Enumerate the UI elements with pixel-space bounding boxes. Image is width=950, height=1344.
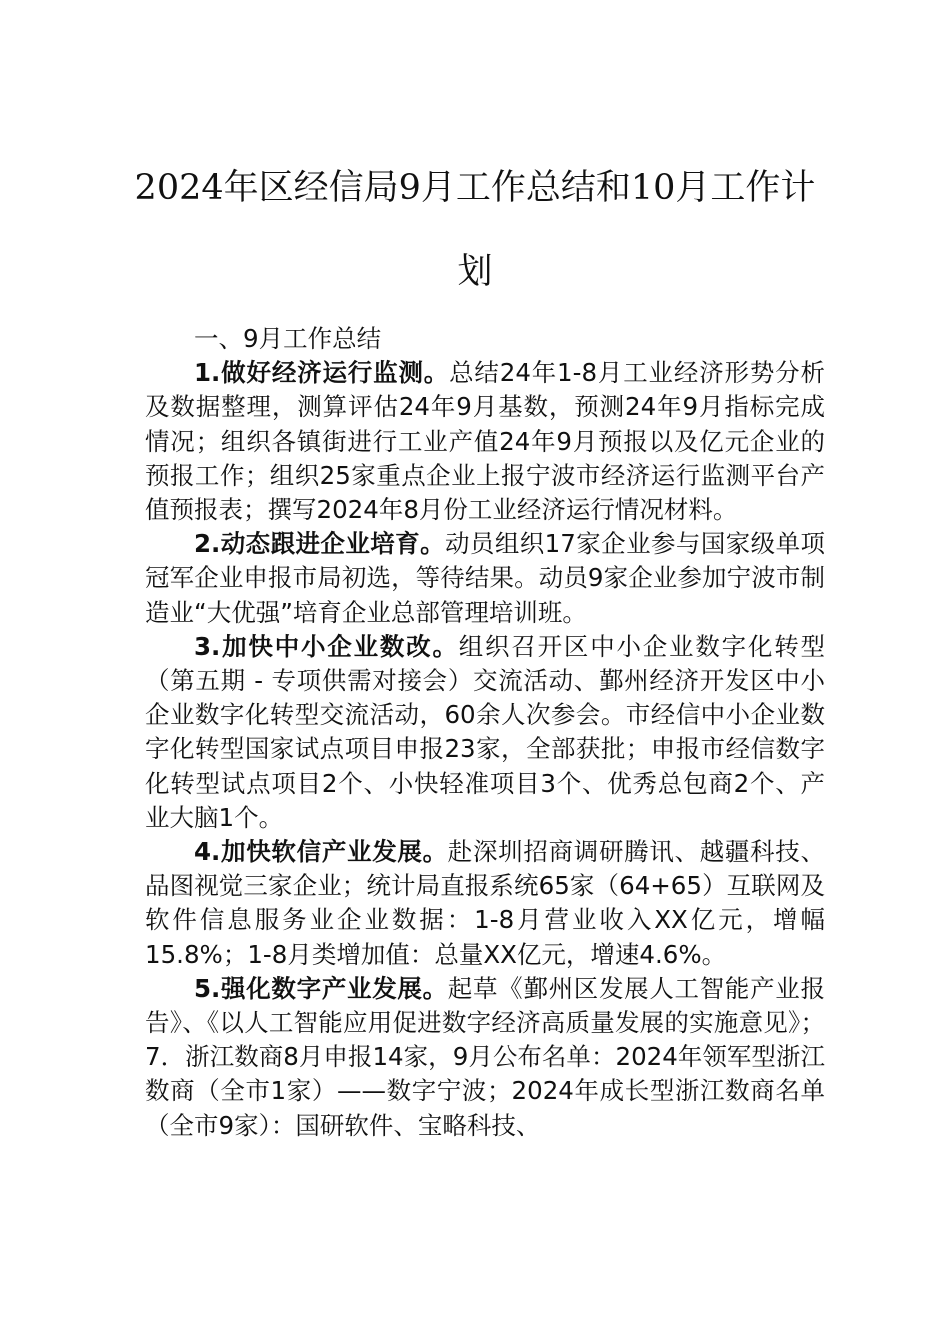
paragraph-text: 组织召开区中小企业数字化转型（第五期 - 专项供需对接会）交流活动、鄞州经济开发区中小企业数字化转型交流活动，60余人次参会。市经信中小企业数字化转型国家试点项目申报23家，全部获批；申报市经信数字化转型试点项目2个、小快轻准项目3个、优秀总包商2个、产业大脑1个。 bbox=[145, 631, 826, 832]
section-heading: 一、9月工作总结 bbox=[194, 324, 382, 353]
paragraph-lead: 4.加快软信产业发展。 bbox=[194, 837, 448, 867]
paragraph-text: 动员组织17家企业参与国家级单项冠军企业申报市局初选，等待结果。动员9家企业参加宁波市制造业“大优强”培育企业总部管理培训班。 bbox=[145, 529, 825, 627]
paragraph-2 bbox=[145, 527, 825, 630]
paragraph-5 bbox=[145, 972, 825, 1143]
paragraph-3 bbox=[145, 630, 825, 835]
paragraph-text: 赴深圳招商调研腾讯、越疆科技、品图视觉三家企业；统计局直报系统65家（64+65）互联网及软件信息服务业企业数据：1-8月营业收入XX亿元，增幅15.8%；1-8月类增加值：总量XX亿元，增速4.6%。 bbox=[145, 837, 826, 969]
paragraph-lead: 2.动态跟进企业培育。 bbox=[194, 529, 446, 559]
paragraph-text: 总结24年1-8月工业经济形势分析及数据整理，测算评估24年9月基数，预测24年9月指标完成情况；组织各镇街进行工业产值24年9月预报以及亿元企业的预报工作；组织25家重点企业上报宁波市经济运行监测平台产值预报表；撰写2024年8月份工业经济运行情况材料。 bbox=[145, 358, 825, 525]
paragraph-lead: 3.加快中小企业数改。 bbox=[194, 631, 459, 661]
paragraph-lead: 1.做好经济运行监测。 bbox=[194, 358, 450, 388]
paragraph-text: 起草《鄞州区发展人工智能产业报告》、《以人工智能应用促进数字经济高质量发展的实施意见》；7．浙江数商8月申报14家，9月公布名单：2024年领军型浙江数商（全市1家）——数字宁波；2024年成长型浙江数商名单（全市9家）：国研软件、宝略科技、 bbox=[145, 973, 826, 1140]
document-title: 2024年区经信局9月工作总结和10月工作计划 bbox=[134, 168, 816, 292]
paragraph-lead: 5.强化数字产业发展。 bbox=[194, 973, 448, 1003]
paragraph-4 bbox=[145, 835, 825, 972]
paragraph-1 bbox=[145, 356, 825, 527]
document-body bbox=[145, 322, 825, 1143]
